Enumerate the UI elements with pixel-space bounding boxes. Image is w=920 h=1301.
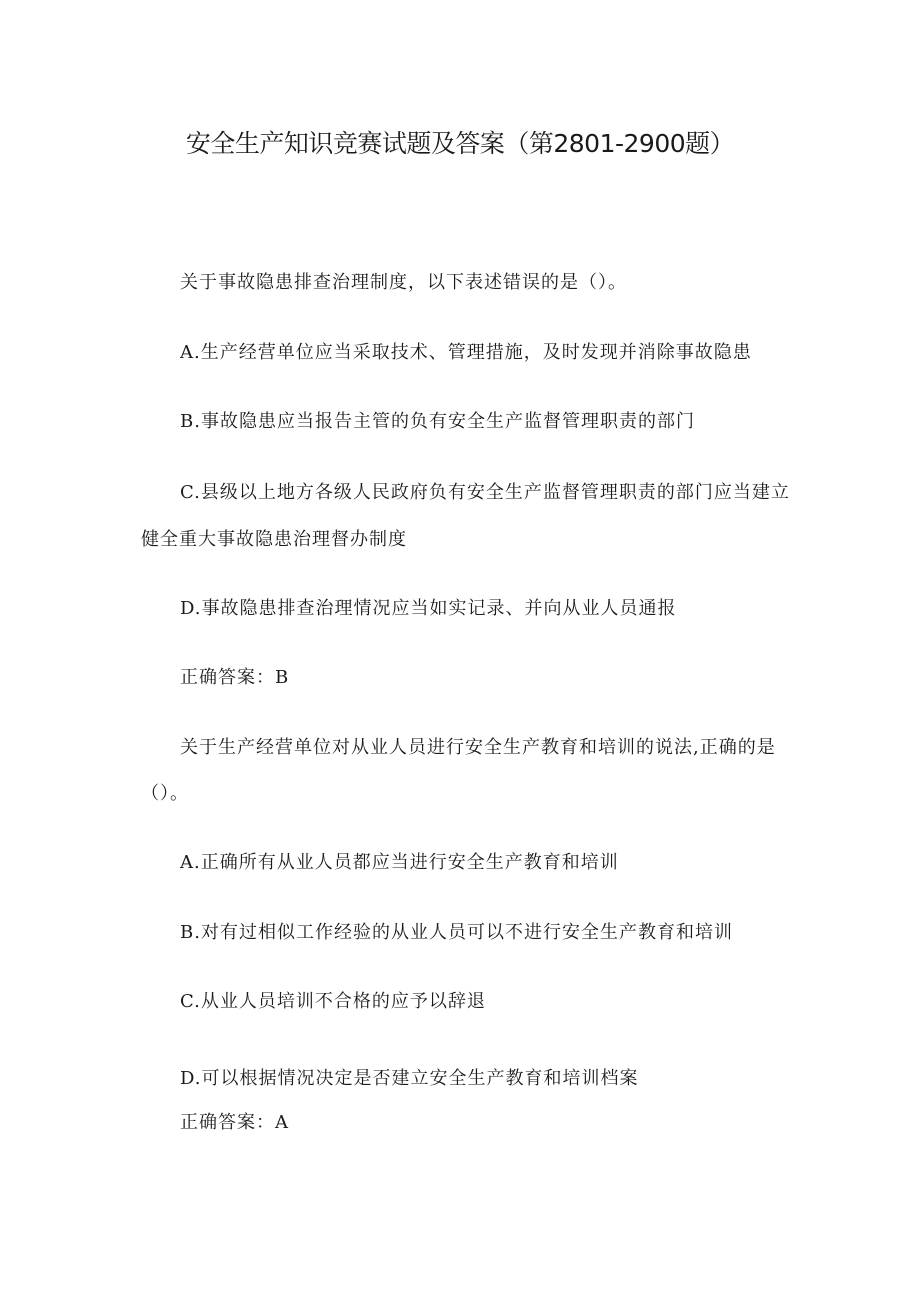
question-2-answer: 正确答案：A [180,1112,289,1133]
question-2-option-a: A.正确所有从业人员都应当进行安全生产教育和培训 [180,852,619,873]
question-2-option-c: C.从业人员培训不合格的应予以辞退 [180,991,486,1012]
question-1-option-c: C.县级以上地方各级人民政府负有安全生产监督管理职责的部门应当建立 [180,482,790,503]
question-1-option-b: B.事故隐患应当报告主管的负有安全生产监督管理职责的部门 [180,411,695,432]
question-2-option-d: D.可以根据情况决定是否建立安全生产教育和培训档案 [180,1068,639,1089]
document-title: 安全生产知识竞赛试题及答案（第2801-2900题） [185,129,735,158]
question-1-stem: 关于事故隐患排查治理制度，以下表述错误的是（）。 [180,272,627,293]
question-1-option-d: D.事故隐患排查治理情况应当如实记录、并向从业人员通报 [180,598,677,619]
question-1-option-a: A.生产经营单位应当采取技术、管理措施，及时发现并消除事故隐患 [180,342,752,363]
question-1-answer: 正确答案：B [180,667,290,688]
question-1-option-c-continued: 健全重大事故隐患治理督办制度 [141,529,407,550]
question-2-stem-continued: （）。 [141,783,189,804]
question-2-stem: 关于生产经营单位对从业人员进行安全生产教育和培训的说法,正确的是 [180,737,776,758]
question-2-option-b: B.对有过相似工作经验的从业人员可以不进行安全生产教育和培训 [180,922,733,943]
